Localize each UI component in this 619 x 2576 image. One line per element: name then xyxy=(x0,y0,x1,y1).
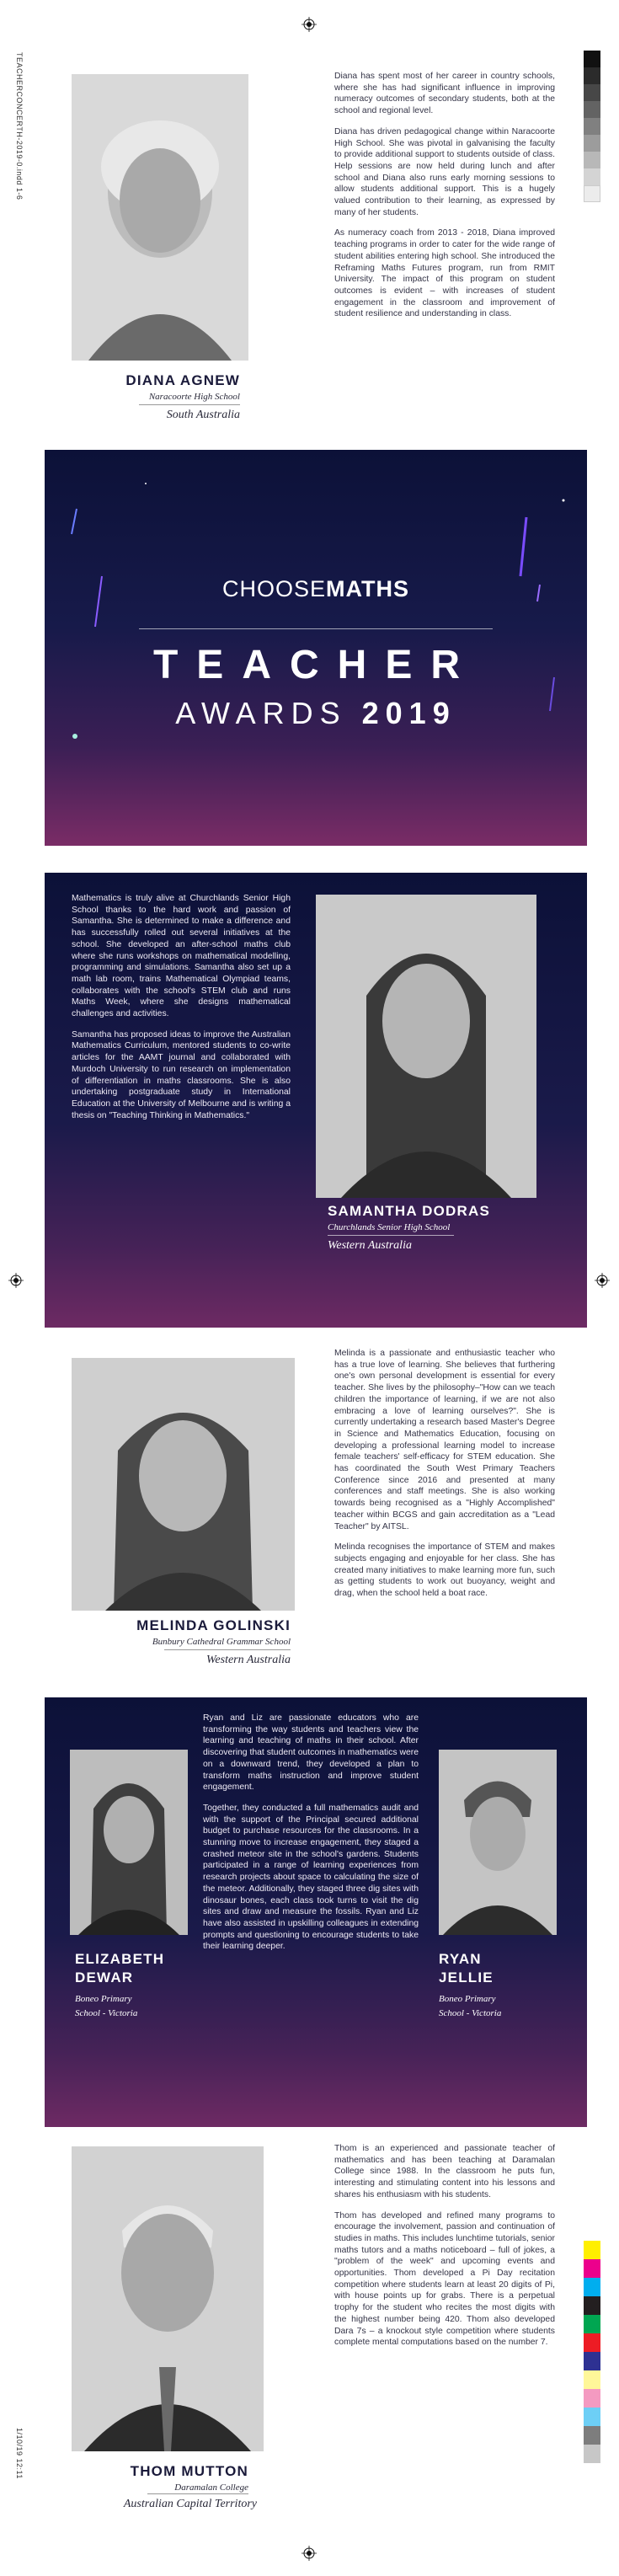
rule-diana xyxy=(139,404,240,405)
portrait-thom xyxy=(72,2146,264,2451)
rule-samantha xyxy=(328,1235,454,1236)
name-samantha: SAMANTHA DODRAS xyxy=(328,1203,491,1219)
state-diana: South Australia xyxy=(166,409,240,421)
portrait-samantha xyxy=(316,895,536,1198)
banner-brand-bold: MATHS xyxy=(326,576,410,601)
bio-samantha-p2: Samantha has proposed ideas to improve the Australian Mathematics Curriculum, mentored students to co-write articles for the AAMT journal and collaborated with Murdoch University to run research on implementation of differentiation in maths classrooms. She is also undertaking postgraduate study in International Education at the University of Melbourne and is writing a thesis on "Teaching Thinking in Mathematics." xyxy=(72,1029,291,1120)
school-elizabeth-line2: School - Victoria xyxy=(75,2008,138,2018)
awards-banner xyxy=(45,450,587,846)
banner-rule xyxy=(139,628,493,629)
bio-thom-p1: Thom is an experienced and passionate teacher of mathematics and has been teaching at Daramalan College since 1988. In the classroom he puts fun, interesting and stimulating content into his lessons and shares his enthusiasm with his students. xyxy=(334,2144,555,2199)
name-ryan-line1: RYAN xyxy=(439,1951,482,1967)
bio-thom-p2: Thom has developed and refined many programs to encourage the involvement, passion and continuation of studies in maths. This includes lunchtime tutorials, senior maths tutors and a maths noticeboard – full of jokes, a "problem of the week" and upcoming events and opportunities. Thom developed a Pi Day recitation competition where students learn at least 20 digits of Pi, with house points up for grabs. There is a perpetual trophy for the student who recites the most digits with the highest number being 420. Thom also developed Dara 7s – a knockout style competition where students complete mental computations based on the number 7. xyxy=(334,2210,556,2348)
bio-melinda-p2: Melinda recognises the importance of STEM and makes subjects engaging and enjoyable for her class. She has created many initiatives to make learning more fun, such as getting students to work out buoyancy, weight and drag, when the school held a boat race. xyxy=(334,1542,555,1599)
section-thom xyxy=(72,2140,577,2510)
state-samantha: Western Australia xyxy=(328,1239,412,1252)
section-melinda xyxy=(72,1348,577,1676)
portrait-melinda xyxy=(72,1358,295,1611)
school-ryan-line2: School - Victoria xyxy=(439,2008,502,2018)
portrait-diana xyxy=(72,74,248,361)
name-ryan xyxy=(439,1950,565,1987)
bio-diana xyxy=(334,71,555,329)
school-samantha: Churchlands Senior High School xyxy=(328,1222,451,1232)
registration-mark-right xyxy=(595,1273,610,1288)
banner-subtitle xyxy=(45,696,587,731)
slug-top: TEACHERCONCERTH-2019-0.indd 1-6 xyxy=(15,52,24,200)
bio-melinda-p1: Melinda is a passionate and enthusiastic teacher who has a true love of learning. She believes that furthering one's own personal development is essential for every teacher. She lives by the philosophy–"How can we teach children the importance of learning, if we are not also embracing a love of learning ourselves?". She is currently undertaking a research based Master's Degree in Science and Mathematics Education, focusing on developing a professional learning model to increase female teachers' self-efficacy for STEM education. She has coordinated the South West Primary Teachers Conference since 2016 and presented at many conferences and staff meetings. She is also working towards being recognised as a "Highly Accomplished" teacher within BCGS and gain accreditation as a "Lead Teacher" by AITSL. xyxy=(334,1349,555,1531)
school-thom: Daramalan College xyxy=(174,2482,248,2493)
bio-melinda xyxy=(334,1348,555,1609)
school-ryan-line1: Boneo Primary xyxy=(439,1994,496,2004)
rule-melinda xyxy=(164,1649,291,1650)
banner-title: TEACHER xyxy=(152,643,478,687)
name-melinda: MELINDA GOLINSKI xyxy=(136,1617,291,1633)
bio-samantha-p1: Mathematics is truly alive at Churchlands Senior High School thanks to the hard work and passion of Samantha. She is determined to make a difference and has successfully rolled out several initiatives at the school. She developed an after-school maths club where she runs workshops on mathematical modelling, programming and simulations. Samantha also set up a math lab room, trains Mathematical Olympiad teams, collaborates with the school's STEM club and runs Maths Week, where she designs mathematical challenges and activities. xyxy=(72,894,291,1019)
bio-ryan-liz-p1: Ryan and Liz are passionate educators who are transforming the way students and teachers view the learning and teaching of maths in their school. After discovering that student outcomes in mathematics were on a downward trend, they developed a plan to transform maths instruction and improve student engagement. xyxy=(203,1713,419,1793)
name-thom: THOM MUTTON xyxy=(130,2463,248,2479)
school-ryan xyxy=(439,1992,565,2021)
bio-diana-p2: Diana has driven pedagogical change within Naracoorte High School. She was pivotal in galvanising the faculty to provide additional support to students outside of class. Help sessions are now held during lunch and after school and Diana also runs early morning sessions to allow students additional support. This is a hugely valued contribution to their learning, as expressed by many of her students. xyxy=(334,126,555,217)
registration-mark-left xyxy=(8,1273,24,1288)
school-elizabeth-line1: Boneo Primary xyxy=(75,1994,132,2004)
school-diana: Naracoorte High School xyxy=(148,392,240,402)
banner-subtitle-bold: 2019 xyxy=(361,696,456,730)
slug-bottom: 1/10/19 12:11 xyxy=(15,2428,24,2479)
rule-thom xyxy=(147,2493,248,2494)
bio-thom xyxy=(334,2143,555,2358)
banner-brand xyxy=(45,576,587,602)
registration-mark-bottom xyxy=(301,2546,317,2561)
section-ryan-liz xyxy=(45,1697,587,2127)
name-elizabeth-line1: ELIZABETH xyxy=(75,1951,165,1967)
section-samantha xyxy=(45,873,587,1328)
section-diana xyxy=(72,67,577,421)
name-elizabeth xyxy=(75,1950,201,1987)
bio-ryan-liz-p2: Together, they conducted a full mathematics audit and with the support of the Principal secured additional budget to purchase resources for the classrooms. In a stunning move to increase engagement, they staged a crashed meteor site in the school's gardens. Students participated in a range of learning experiences from research projects about space to calculating the size of the meteor. Additionally, they staged three dig sites with dinosaur bones, each class took turns to visit the dig sites and draw and measure the fossils. Ryan and Liz have also assisted in upskilling colleagues in extending prompts and questioning to encourage students to take their learning deeper. xyxy=(203,1803,419,1952)
registration-mark-top xyxy=(301,17,317,32)
state-thom: Australian Capital Territory xyxy=(123,2498,257,2510)
bio-samantha xyxy=(72,893,291,1130)
bio-diana-p3: As numeracy coach from 2013 - 2018, Diana improved teaching programs in order to cater for the wide range of student abilities entering high school. She introduced the Reframing Maths Futures program, run from RMIT University. The impact of this program on student outcomes is evident – with increases of student engagement in the classroom and improvement of student resilience and understanding in class. xyxy=(334,228,555,319)
school-melinda: Bunbury Cathedral Grammar School xyxy=(152,1637,291,1647)
name-elizabeth-line2: DEWAR xyxy=(75,1969,134,1985)
portrait-elizabeth xyxy=(70,1750,188,1935)
name-ryan-line2: JELLIE xyxy=(439,1969,494,1985)
portrait-ryan xyxy=(439,1750,557,1935)
school-elizabeth xyxy=(75,1992,201,2021)
bio-diana-p1: Diana has spent most of her career in country schools, where she has had significant influence in improving numeracy outcomes of secondary students, both at the school and regional level. xyxy=(334,72,555,116)
bio-ryan-liz xyxy=(203,1713,419,1962)
banner-subtitle-light: AWARDS xyxy=(175,696,347,730)
banner-brand-light: CHOOSE xyxy=(221,576,327,601)
name-diana: DIANA AGNEW xyxy=(125,372,240,388)
state-melinda: Western Australia xyxy=(206,1654,291,1666)
